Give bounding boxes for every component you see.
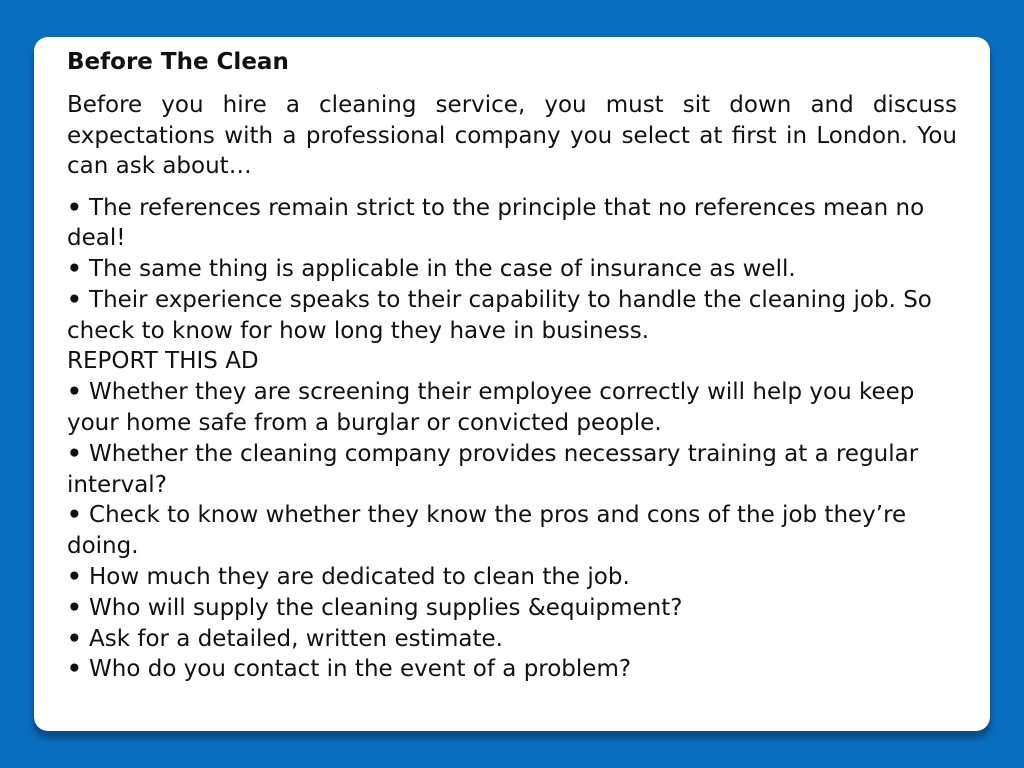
bullet-text: The references remain strict to the principle that no references mean no deal! bbox=[67, 194, 925, 252]
bullet-item bbox=[67, 377, 957, 439]
bullet-item bbox=[67, 500, 957, 562]
bullet-dot: • bbox=[67, 594, 82, 621]
bullet-text: Whether they are screening their employee correctly will help you keep your home safe from a burglar or convicted people. bbox=[67, 379, 915, 437]
bullet-dot: • bbox=[67, 564, 82, 591]
bullet-item bbox=[67, 562, 957, 593]
report-ad-label bbox=[67, 346, 957, 377]
bullet-dot: • bbox=[67, 440, 82, 467]
bullet-text: REPORT THIS AD bbox=[67, 348, 259, 375]
bullet-dot: • bbox=[67, 379, 82, 406]
bullet-dot: • bbox=[67, 194, 82, 221]
bullet-text: Who do you contact in the event of a problem? bbox=[81, 656, 632, 683]
bullet-item bbox=[67, 624, 957, 655]
bullet-text: Who will supply the cleaning supplies &equipment? bbox=[81, 594, 683, 621]
bullet-text: Check to know whether they know the pros and cons of the job they’re doing. bbox=[67, 502, 907, 560]
bullet-dot: • bbox=[67, 656, 82, 683]
bullet-item bbox=[67, 654, 957, 685]
bullet-text: Ask for a detailed, written estimate. bbox=[81, 625, 503, 652]
bullet-dot: • bbox=[67, 502, 82, 529]
intro-paragraph: Before you hire a cleaning service, you must sit down and discuss expectations with a professional company you select at first in London. You can ask about… bbox=[67, 92, 957, 179]
bullet-text: Whether the cleaning company provides necessary training at a regular interval? bbox=[67, 440, 919, 498]
bullet-item bbox=[67, 254, 957, 285]
bullet-text: Their experience speaks to their capability to handle the cleaning job. So check to know for how long they have in business. bbox=[67, 286, 932, 344]
bullet-text: The same thing is applicable in the case of insurance as well. bbox=[81, 256, 796, 283]
bullet-item bbox=[67, 439, 957, 501]
bullet-text: How much they are dedicated to clean the job. bbox=[81, 564, 630, 591]
bullet-item bbox=[67, 285, 957, 347]
bullet-item bbox=[67, 193, 957, 255]
bullet-dot: • bbox=[67, 256, 82, 283]
bullet-item bbox=[67, 593, 957, 624]
bullet-dot: • bbox=[67, 286, 82, 313]
slide-title: Before The Clean bbox=[67, 49, 289, 75]
bullet-dot: • bbox=[67, 625, 82, 652]
slide-card bbox=[34, 37, 990, 731]
bullet-list bbox=[67, 193, 957, 686]
